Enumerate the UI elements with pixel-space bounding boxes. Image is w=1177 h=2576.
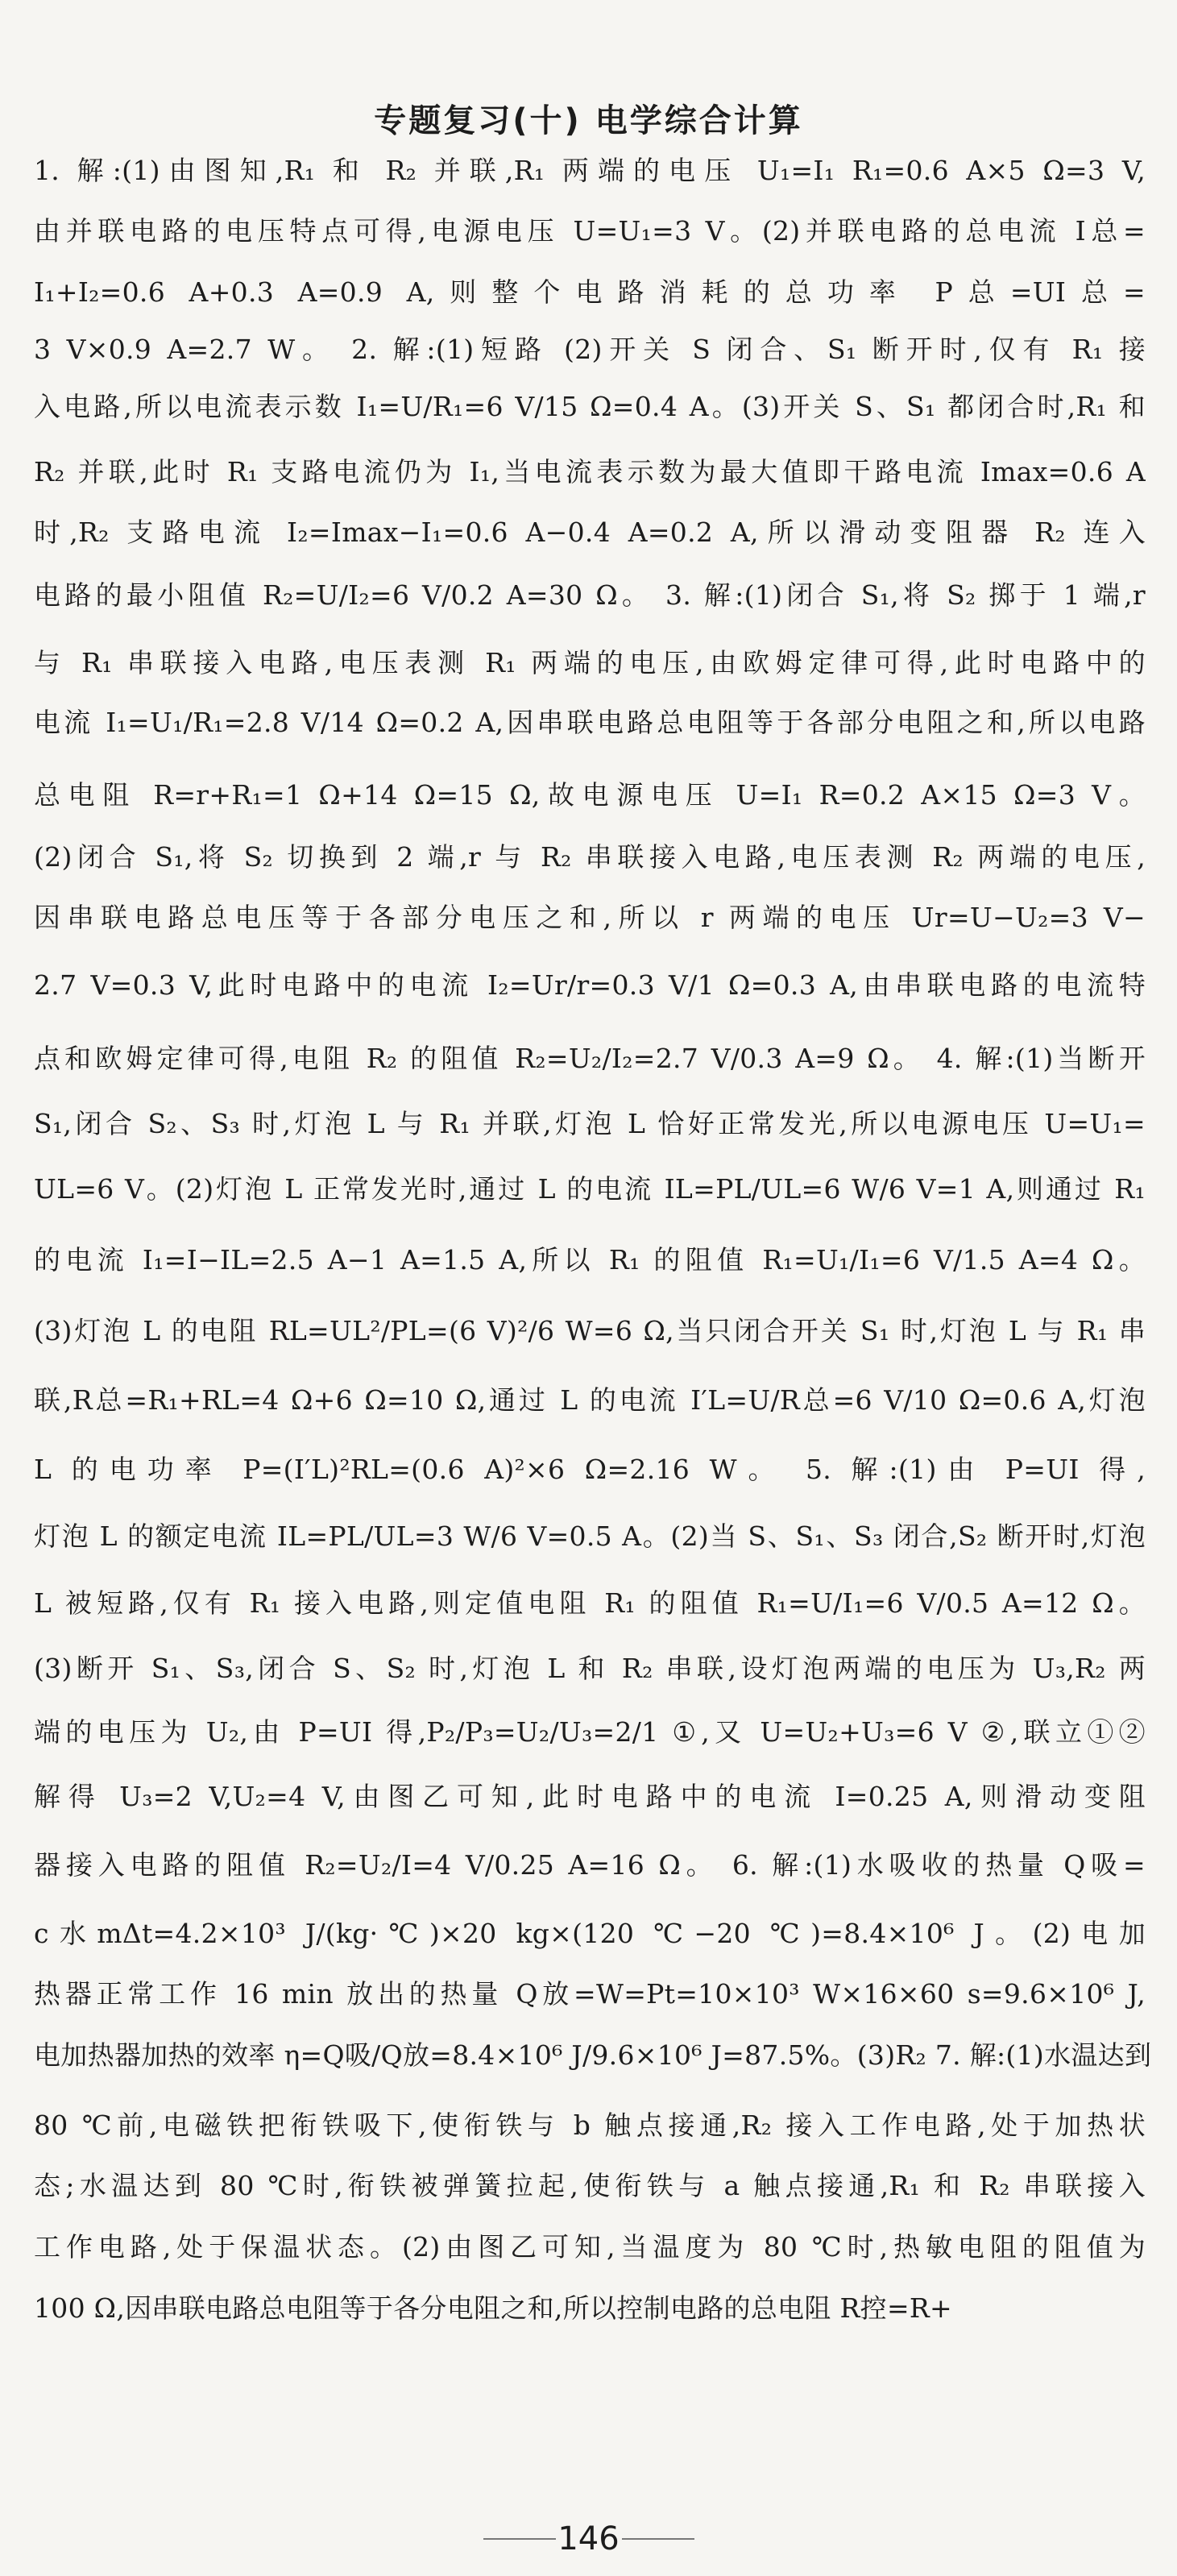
- text-line: 100 Ω,因串联电路总电阻等于各分电阻之和,所以控制电路的总电阻 R控=R+: [34, 2292, 952, 2325]
- text-line: (3)断开 S₁、S₃,闭合 S、S₂ 时,灯泡 L 和 R₂ 串联,设灯泡两端的电压为 U₃,R₂ 两: [34, 1653, 1146, 1684]
- text-line: 由并联电路的电压特点可得,电源电压 U=U₁=3 V。(2)并联电路的总电流 I总=: [34, 215, 1146, 247]
- page-number: 146: [557, 2520, 620, 2557]
- text-line: 3 V×0.9 A=2.7 W。 2. 解:(1)短路 (2)开关 S 闭合、S₁ 断开时,仅有 R₁ 接: [34, 334, 1146, 366]
- text-line: L 被短路,仅有 R₁ 接入电路,则定值电阻 R₁ 的阻值 R₁=U/I₁=6 V/0.5 A=12 Ω。: [34, 1587, 1146, 1620]
- text-line: 器接入电路的阻值 R₂=U₂/I=4 V/0.25 A=16 Ω。 6. 解:(1)水吸收的热量 Q吸=: [34, 1849, 1146, 1881]
- text-line: L 的电功率 P=(I′L)²RL=(0.6 A)²×6 Ω=2.16 W。 5. 解:(1)由 P=UI 得,: [34, 1454, 1146, 1485]
- text-line: 电路的最小阻值 R₂=U/I₂=6 V/0.2 A=30 Ω。 3. 解:(1)闭合 S₁,将 S₂ 掷于 1 端,r: [34, 579, 1146, 611]
- text-line: (3)灯泡 L 的电阻 RL=UL²/PL=(6 V)²/6 W=6 Ω,当只闭合开关 S₁ 时,灯泡 L 与 R₁ 串: [34, 1315, 1146, 1347]
- text-line: 点和欧姆定律可得,电阻 R₂ 的阻值 R₂=U₂/I₂=2.7 V/0.3 A=9 Ω。 4. 解:(1)当断开: [34, 1043, 1146, 1075]
- text-line: UL=6 V。(2)灯泡 L 正常发光时,通过 L 的电流 IL=PL/UL=6 W/6 V=1 A,则通过 R₁: [34, 1172, 1146, 1205]
- text-line: 解得 U₃=2 V,U₂=4 V,由图乙可知,此时电路中的电流 I=0.25 A,则滑动变阻: [34, 1780, 1146, 1812]
- text-line: 的电流 I₁=I−IL=2.5 A−1 A=1.5 A,所以 R₁ 的阻值 R₁=U₁/I₁=6 V/1.5 A=4 Ω。: [34, 1244, 1146, 1276]
- text-line: 2.7 V=0.3 V,此时电路中的电流 I₂=Ur/r=0.3 V/1 Ω=0.3 A,由串联电路的电流特: [34, 969, 1146, 1002]
- text-line: 端的电压为 U₂,由 P=UI 得,P₂/P₃=U₂/U₃=2/1 ①,又 U=U₂+U₃=6 V ②,联立①②: [34, 1716, 1146, 1748]
- text-line: 热器正常工作 16 min 放出的热量 Q放=W=Pt=10×10³ W×16×60 s=9.6×10⁶ J,: [34, 1978, 1146, 2010]
- text-line: 电加热器加热的效率 η=Q吸/Q放=8.4×10⁶ J/9.6×10⁶ J=87.5%。(3)R₂ 7. 解:(1)水温达到: [34, 2039, 1152, 2071]
- text-line: 因串联电路总电压等于各部分电压之和,所以 r 两端的电压 Ur=U−U₂=3 V−: [34, 901, 1146, 933]
- text-line: 时,R₂ 支路电流 I₂=Imax−I₁=0.6 A−0.4 A=0.2 A,所以滑动变阻器 R₂ 连入: [34, 516, 1146, 548]
- text-line: 1. 解:(1)由图知,R₁ 和 R₂ 并联,R₁ 两端的电压 U₁=I₁ R₁=0.6 A×5 Ω=3 V,: [34, 155, 1146, 186]
- text-line: c水mΔt=4.2×10³ J/(kg·℃)×20 kg×(120 ℃−20 ℃)=8.4×10⁶ J。(2)电加: [34, 1917, 1146, 1949]
- text-line: 电流 I₁=U₁/R₁=2.8 V/14 Ω=0.2 A,因串联电路总电阻等于各部分电阻之和,所以电路: [34, 707, 1146, 739]
- text-line: 工作电路,处于保温状态。(2)由图乙可知,当温度为 80 ℃时,热敏电阻的阻值为: [34, 2230, 1146, 2263]
- text-line: 联,R总=R₁+RL=4 Ω+6 Ω=10 Ω,通过 L 的电流 I′L=U/R总=6 V/10 Ω=0.6 A,灯泡: [34, 1384, 1146, 1417]
- text-line: 80 ℃前,电磁铁把衔铁吸下,使衔铁与 b 触点接通,R₂ 接入工作电路,处于加热状: [34, 2109, 1146, 2141]
- text-line: 态;水温达到 80 ℃时,衔铁被弹簧拉起,使衔铁与 a 触点接通,R₁ 和 R₂ 串联接入: [34, 2170, 1146, 2202]
- text-line: (2)闭合 S₁,将 S₂ 切换到 2 端,r 与 R₂ 串联接入电路,电压表测 R₂ 两端的电压,: [34, 840, 1146, 873]
- text-line: S₁,闭合 S₂、S₃ 时,灯泡 L 与 R₁ 并联,灯泡 L 恰好正常发光,所以电源电压 U=U₁=: [34, 1108, 1146, 1139]
- text-line: R₂ 并联,此时 R₁ 支路电流仍为 I₁,当电流表示数为最大值即干路电流 Imax=0.6 A: [34, 456, 1146, 488]
- text-line: 总电阻 R=r+R₁=1 Ω+14 Ω=15 Ω,故电源电压 U=I₁ R=0.2 A×15 Ω=3 V。: [34, 778, 1146, 811]
- text-line: I₁+I₂=0.6 A+0.3 A=0.9 A,则整个电路消耗的总功率 P总=UI总=: [34, 276, 1146, 308]
- text-line: 入电路,所以电流表示数 I₁=U/R₁=6 V/15 Ω=0.4 A。(3)开关 S、S₁ 都闭合时,R₁ 和: [34, 390, 1146, 422]
- text-line: 灯泡 L 的额定电流 IL=PL/UL=3 W/6 V=0.5 A。(2)当 S、S₁、S₃ 闭合,S₂ 断开时,灯泡: [34, 1520, 1146, 1553]
- text-line: 与 R₁ 串联接入电路,电压表测 R₁ 两端的电压,由欧姆定律可得,此时电路中的: [34, 647, 1146, 678]
- page-title: 专题复习(十) 电学综合计算: [374, 102, 803, 139]
- right-divider: [622, 2538, 694, 2540]
